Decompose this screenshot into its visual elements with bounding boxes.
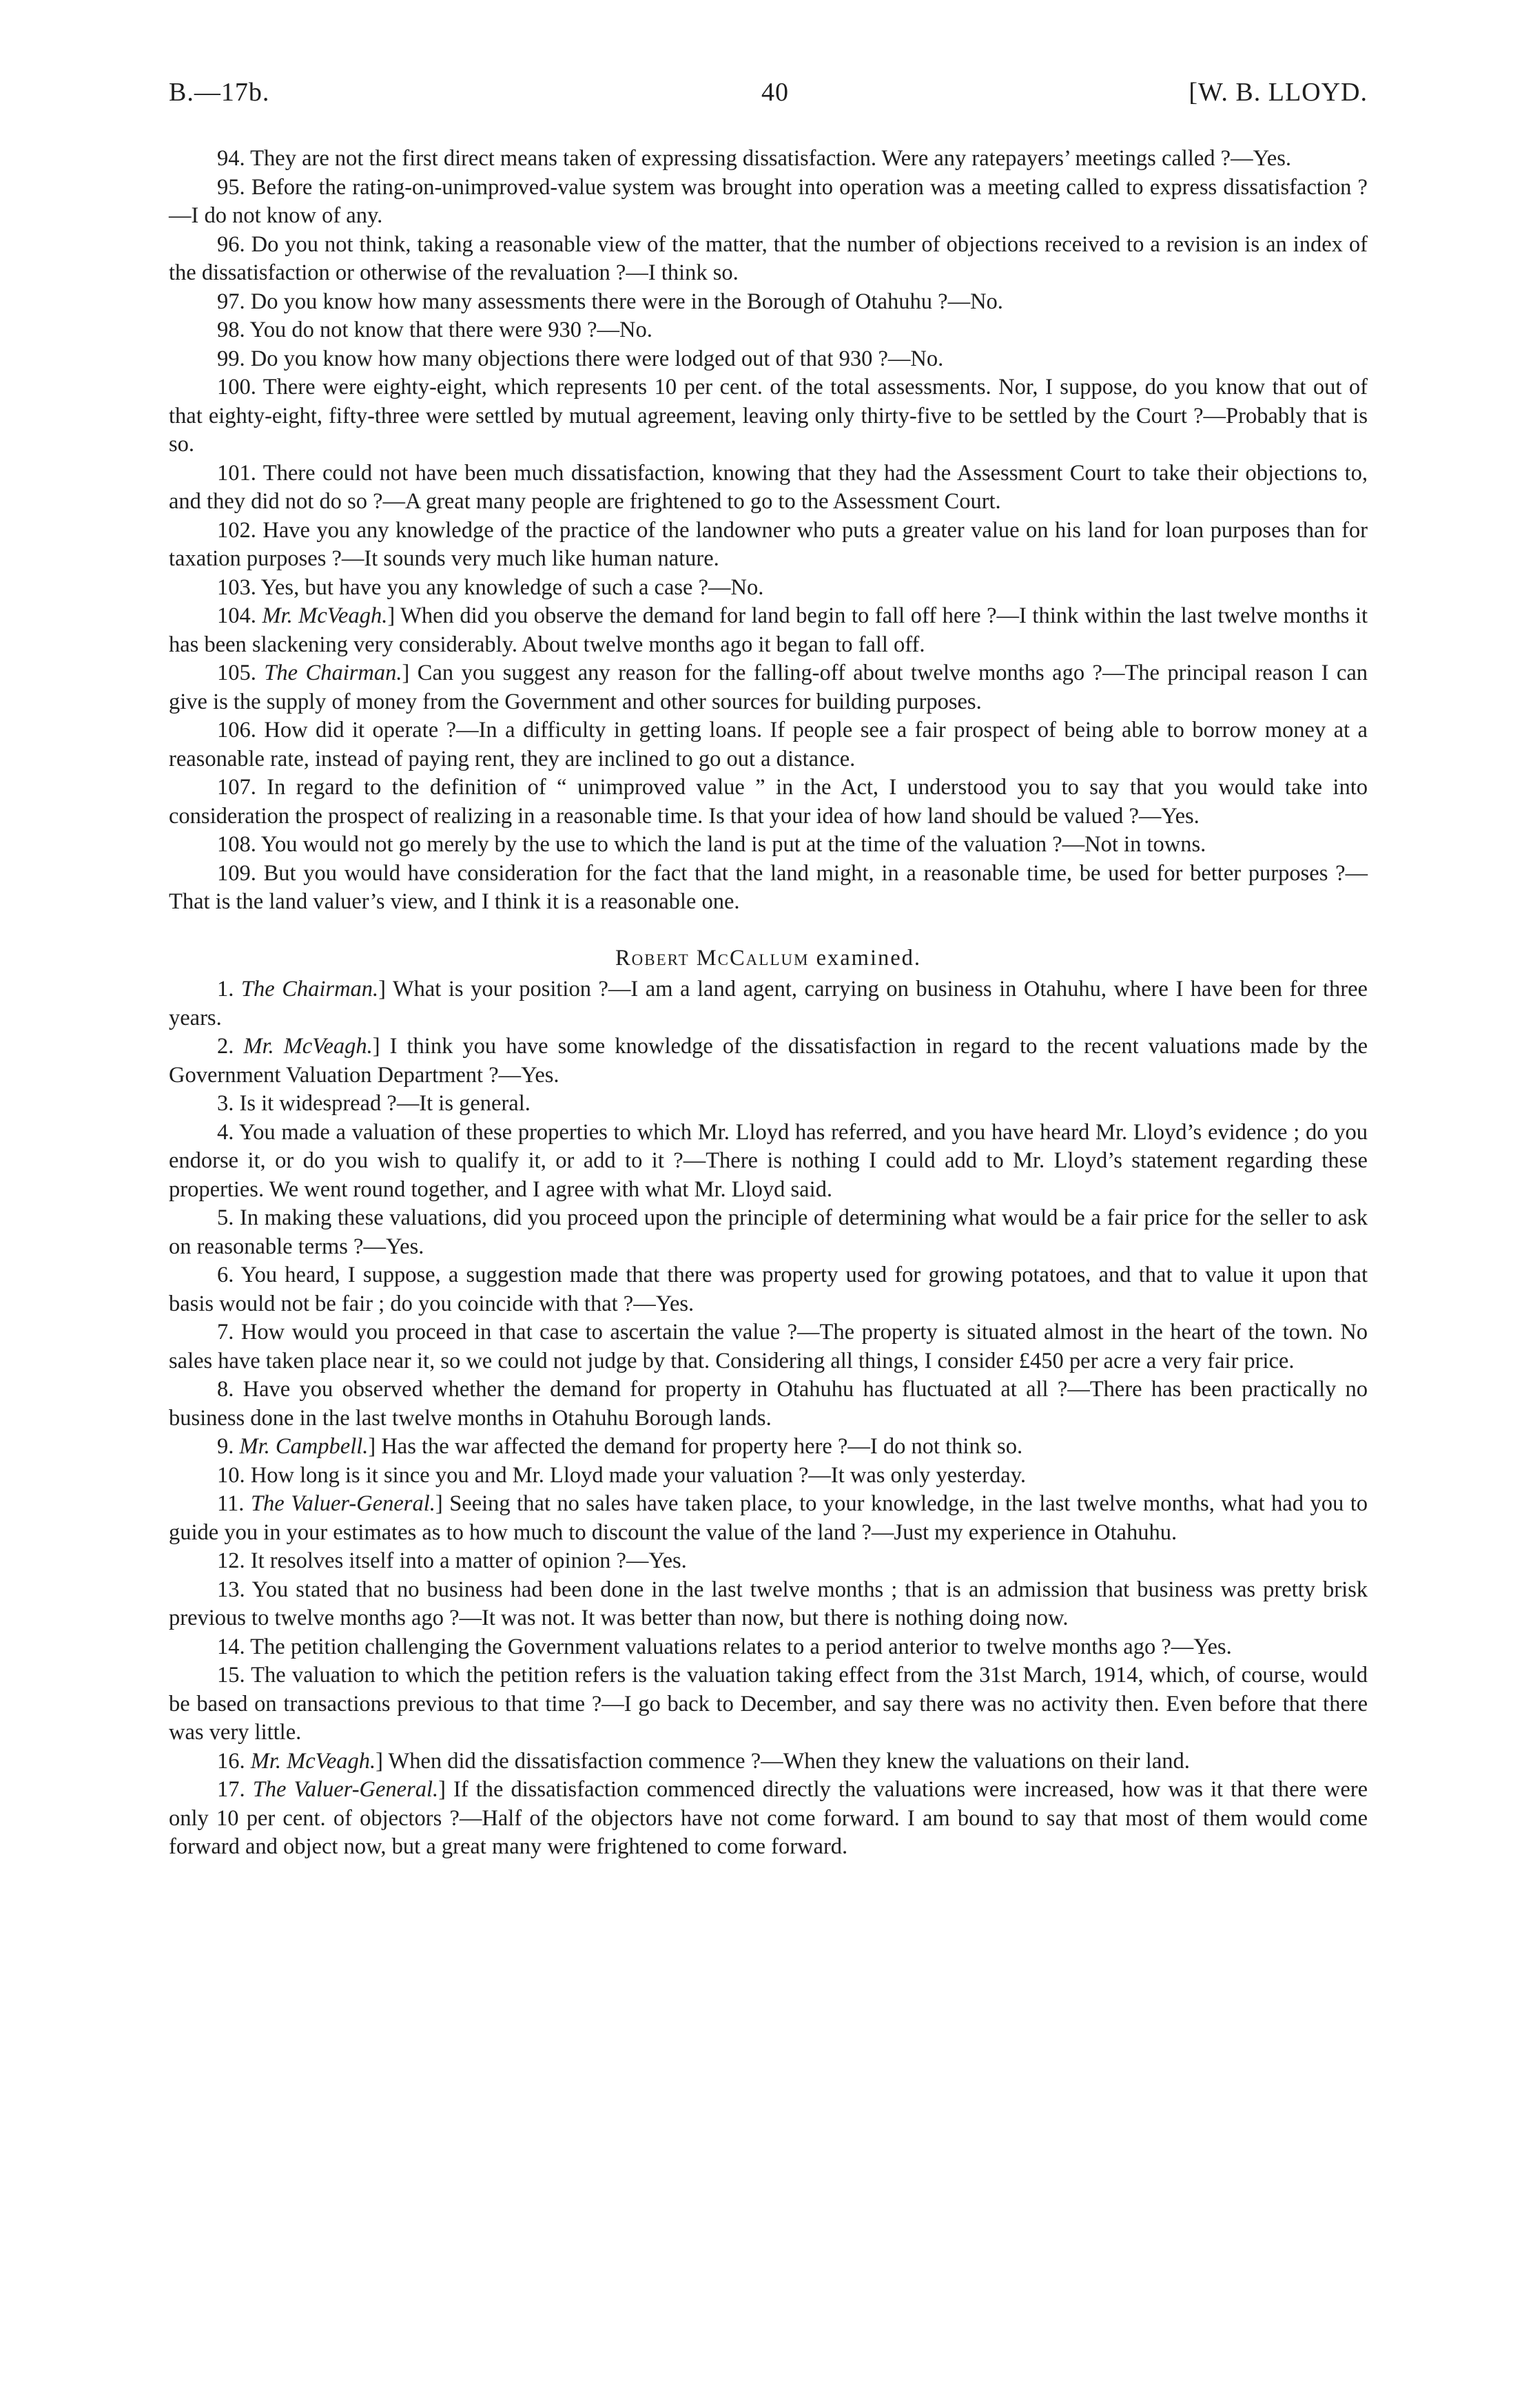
question-text: When did the dissatisfaction commence ?—When they knew the valuations on their land. [388,1748,1190,1774]
question-text: 3. Is it widespread ?—It is general. [217,1091,531,1116]
question-paragraph [169,231,1368,288]
question-number: 17. [217,1777,245,1802]
question-paragraph [169,316,1368,345]
question-number: 9. [217,1434,234,1459]
header-witness: [W. B. LLOYD. [1189,78,1368,107]
question-text: 14. The petition challenging the Government valuations relates to a period anterior to twelve months ago ?—Yes. [217,1634,1232,1659]
question-paragraph [169,288,1368,317]
question-paragraph [169,860,1368,917]
question-text: I think you have some knowledge of the dissatisfaction in regard to the recent valuations made by the Government Valuation Department ?—Yes. [169,1034,1368,1088]
speaker-name: The Valuer-General. [252,1777,439,1802]
question-text: What is your position ?—I am a land agent, carrying on business in Otahuhu, where I have been for three years. [169,977,1368,1030]
question-text: Has the war affected the demand for property here ?—I do not think so. [381,1434,1023,1459]
question-text: 107. In regard to the definition of “ unimproved value ” in the Act, I understood you to say that you would take into consideration the prospect of realizing in a reasonable time. Is that your idea of how land should be valued ?—Yes. [169,775,1368,829]
question-paragraph: 16. Mr. McVeagh.] When did the dissatisfaction commence ?—When they knew the valuations on their land. [217,1748,1190,1774]
question-paragraph [169,1119,1368,1205]
question-number: 2. [217,1034,234,1059]
speaker-name: Mr. Campbell. [239,1434,369,1459]
question-text: 103. Yes, but have you any knowledge of such a case ?—No. [217,574,764,600]
question-paragraph [169,1462,1368,1491]
question-text: 10. How long is it since you and Mr. Lloyd made your valuation ?—It was only yesterday. [217,1462,1026,1488]
question-number: 11. [217,1491,245,1516]
lloyd-testimony [169,145,1368,917]
question-paragraph [169,774,1368,831]
question-text: If the dissatisfaction commenced directly the valuations were increased, how was it that there were only 10 per cent. of objectors ?—Half of the objectors have not come forward. I am bound to say that most of them would come forward and object now, but a great many were frightened to come forward. [169,1777,1368,1859]
question-text: 101. There could not have been much dissatisfaction, knowing that they had the Assessment Court to take their objections to, and they did not do so ?—A great many people are frightened to go to the Assessment Court. [169,460,1368,514]
question-text: 15. The valuation to which the petition refers is the valuation taking effect from the 31st March, 1914, which, of course, would be based on transactions previous to that time ?—I go back to December, and say there was no activity then. Even before that there was very little. [169,1663,1368,1745]
speaker-name: The Valuer-General. [250,1491,435,1516]
question-paragraph [169,1633,1368,1662]
question-text: Seeing that no sales have taken place, to your knowledge, in the last twelve months, what had you to guide you in your estimates as to how much to discount the value of the land ?—Just my experience in Otahuhu. [169,1491,1368,1545]
question-text: 98. You do not know that there were 930 ?—No. [217,318,652,342]
question-text: 106. How did it operate ?—In a difficulty in getting loans. If people see a fair prospect of being able to borrow money at a reasonable rate, instead of paying rent, they are inclined to go out a distance. [169,718,1368,771]
question-paragraph: 9. Mr. Campbell.] Has the war affected the demand for property here ?—I do not think so. [217,1434,1023,1459]
question-text: 96. Do you not think, taking a reasonable view of the matter, that the number of objections received to a revision is an index of the dissatisfaction or otherwise of the revaluation ?—I think so. [169,231,1368,285]
question-number: 105. [217,661,256,685]
question-number: 104. [217,603,256,628]
question-paragraph [169,1376,1368,1433]
question-paragraph [169,174,1368,231]
question-text: 13. You stated that no business had been done in the last twelve months ; that is an admission that business was pretty brisk previous to twelve months ago ?—It was not. It was better than now, but there is nothing doing now. [169,1577,1368,1630]
question-text: 6. You heard, I suppose, a suggestion made that there was property used for growing potatoes, and that to value it upon that basis would not be fair ; do you coincide with that ?—Yes. [169,1263,1368,1316]
question-paragraph: 2. Mr. McVeagh.] I think you have some knowledge of the dissatisfaction in regard to the recent valuations made by the Government Valuation Department ?—Yes. [169,1034,1368,1088]
question-text: 12. It resolves itself into a matter of opinion ?—Yes. [217,1548,687,1573]
question-text: 94. They are not the first direct means taken of expressing dissatisfaction. Were any ratepayers’ meetings called ?—Yes. [217,146,1292,171]
header-reference: B.—17b. [169,78,270,107]
question-paragraph [169,574,1368,603]
question-paragraph [169,1576,1368,1633]
question-text: 99. Do you know how many objections there were lodged out of that 930 ?—No. [217,346,944,371]
question-number: 1. [217,977,234,1001]
question-paragraph: 17. The Valuer-General.] If the dissatisfaction commenced directly the valuations were increased, how was it that there were only 10 per cent. of objectors ?—Half of the objectors have not come forward. I am bound to say that most of them would come forward and object now, but a great many were frightened to come forward. [169,1777,1368,1859]
question-paragraph [169,145,1368,174]
question-paragraph: 104. Mr. McVeagh.] When did you observe the demand for land begin to fall off here ?—I think within the last twelve months it has been slackening very considerably. About twelve months ago it began to fall off. [169,603,1368,657]
question-text: When did you observe the demand for land begin to fall off here ?—I think within the last twelve months it has been slackening very considerably. About twelve months ago it began to fall off. [169,603,1368,657]
question-text: 109. But you would have consideration for the fact that the land might, in a reasonable time, be used for better purposes ?—That is the land valuer’s view, and I think it is a reasonable one. [169,860,1368,914]
question-paragraph: 1. The Chairman.] What is your position ?—I am a land agent, carrying on business in Otahuhu, where I have been for three years. [169,977,1368,1030]
section-heading [169,944,1368,973]
question-paragraph [169,831,1368,860]
page-body [169,145,1368,1862]
heading-suffix: examined. [816,945,922,971]
page-number: 40 [761,78,789,107]
document-page [169,0,1368,1859]
question-text: Can you suggest any reason for the falling-off about twelve months ago ?—The principal reason I can give is the supply of money from the Government and other sources for building purposes. [169,661,1368,714]
question-paragraph [169,459,1368,517]
mccallum-testimony [169,975,1368,1862]
speaker-name: The Chairman. [264,661,402,685]
question-paragraph [169,345,1368,374]
question-paragraph: 11. The Valuer-General.] Seeing that no sales have taken place, to your knowledge, in the last twelve months, what had you to guide you in your estimates as to how much to discount the value of the land ?—Just my experience in Otahuhu. [169,1491,1368,1545]
question-text: 8. Have you observed whether the demand for property in Otahuhu has fluctuated at all ?—There has been practically no business done in the last twelve months in Otahuhu Borough lands. [169,1377,1368,1431]
witness-name: Robert McCallum [615,945,810,971]
question-text: 100. There were eighty-eight, which represents 10 per cent. of the total assessments. Nor, I suppose, do you know that out of that eighty-eight, fifty-three were settled by mutual agreement, leaving only thirty-five to be settled by the Court ?—Probably that is so. [169,375,1368,457]
question-paragraph [169,1090,1368,1119]
speaker-name: Mr. McVeagh. [250,1748,376,1774]
speaker-name: The Chairman. [240,977,379,1001]
question-number: 16. [217,1748,245,1774]
question-paragraph [169,1661,1368,1747]
question-paragraph: 105. The Chairman.] Can you suggest any reason for the falling-off about twelve months ago ?—The principal reason I can give is the supply of money from the Government and other sources for building purposes. [169,661,1368,714]
question-paragraph [169,1547,1368,1576]
speaker-name: Mr. McVeagh. [262,603,388,628]
question-text: 5. In making these valuations, did you proceed upon the principle of determining what would be a fair price for the seller to ask on reasonable terms ?—Yes. [169,1205,1368,1259]
question-paragraph [169,1318,1368,1376]
question-text: 97. Do you know how many assessments there were in the Borough of Otahuhu ?—No. [217,289,1003,314]
question-text: 108. You would not go merely by the use to which the land is put at the time of the valuation ?—Not in towns. [217,832,1206,857]
question-paragraph [169,716,1368,774]
speaker-name: Mr. McVeagh. [243,1034,373,1059]
question-paragraph [169,1261,1368,1318]
page-header [169,0,1368,121]
question-text: 102. Have you any knowledge of the practice of the landowner who puts a greater value on his land for loan purposes than for taxation purposes ?—It sounds very much like human nature. [169,517,1368,571]
question-paragraph [169,373,1368,459]
question-text: 95. Before the rating-on-unimproved-value system was brought into operation was a meeting called to express dissatisfaction ?—I do not know of any. [169,174,1368,228]
question-paragraph [169,1204,1368,1261]
question-text: 4. You made a valuation of these properties to which Mr. Lloyd has referred, and you have heard Mr. Lloyd’s evidence ; do you endorse it, or do you wish to qualify it, or add to it ?—There is nothing I could add to Mr. Lloyd’s statement regarding these properties. We went round together, and I agree with what Mr. Lloyd said. [169,1119,1368,1202]
question-paragraph [169,517,1368,574]
question-text: 7. How would you proceed in that case to ascertain the value ?—The property is situated almost in the heart of the town. No sales have taken place near it, so we could not judge by that. Considering all things, I consider £450 per acre a very fair price. [169,1320,1368,1373]
